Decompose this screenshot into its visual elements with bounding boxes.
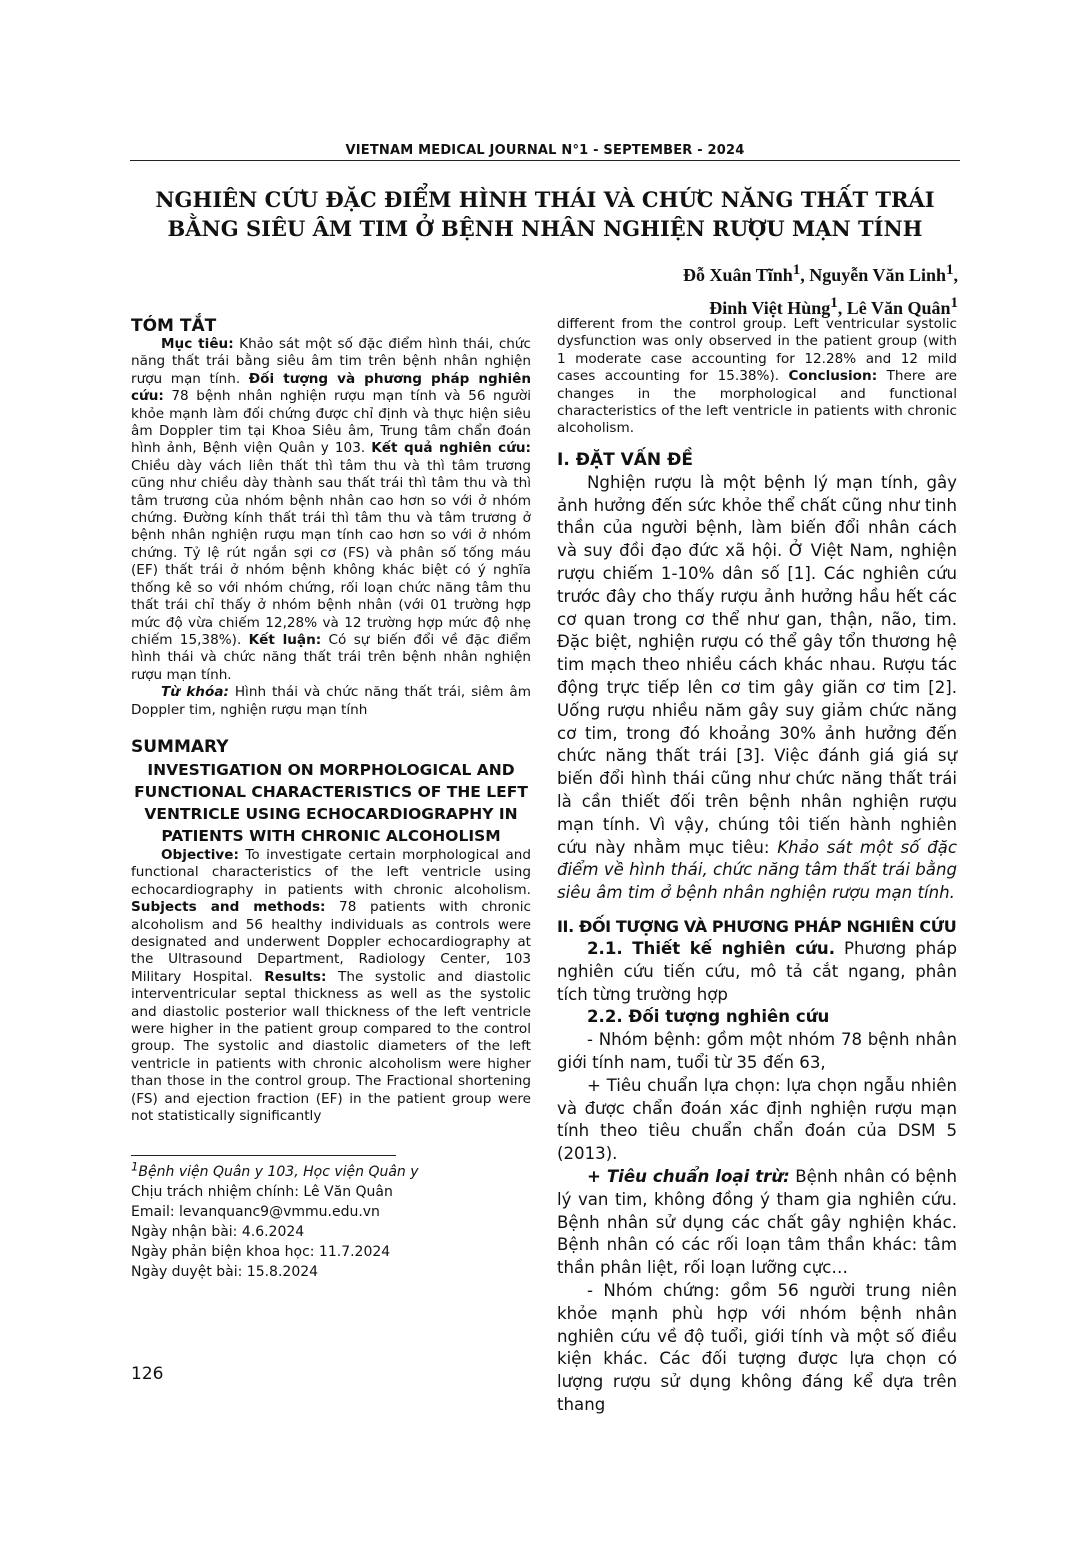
keywords-label: Từ khóa: [161, 684, 229, 701]
exclusion-text: Bệnh nhân có bệnh lý van tim, không đồng ý tham gia nghiên cứu. Bệnh nhân sử dụng các chất gây nghiện khác. Bệnh nhân có các rối loạn tâm thần khác: tâm thần phân liệt, rối loạn lưỡng cực… [557, 1166, 957, 1278]
summary-results-label: Results: [264, 968, 327, 985]
keywords-vi [131, 684, 531, 719]
summary-heading: SUMMARY [131, 736, 229, 757]
footnote-reviewed: Ngày phản biện khoa học: 11.7.2024 [131, 1244, 391, 1261]
footnote-responsible: Chịu trách nhiệm chính: Lê Văn Quân [131, 1184, 393, 1201]
affiliation-mark: 1 [946, 262, 954, 278]
keywords-text: Hình thái và chức năng thất trái, siêm âm Doppler tim, nghiện rượu mạn tính [131, 684, 532, 718]
author-line-2: Đinh Việt Hùng$^1$, Lê Văn Quân$^1$ [709, 295, 958, 318]
summary-objective-label: Objective: [161, 846, 239, 863]
footnote-email: Email: levanquanc9@vmmu.edu.vn [131, 1204, 380, 1221]
page-number: 126 [131, 1364, 164, 1384]
summary-body [131, 847, 531, 1126]
affiliation-text: Bệnh viện Quân y 103, Học viện Quân y [138, 1164, 419, 1181]
abstract-vi-heading: TÓM TẮT [131, 316, 217, 336]
inclusion-paragraph: + Tiêu chuẩn lựa chọn: lựa chọn ngẫu nhiên và được chẩn đoán xác định nghiện rượu mạn tính theo tiêu chuẩn chẩn đoán của DSM 5 (2013). [557, 1075, 957, 1164]
design-label: 2.1. Thiết kế nghiên cứu. [587, 938, 836, 958]
results-text: Chiều dày vách liên thất thì tâm thu và thì tâm trương cũng như chiều dày thành sau thất trái thì tâm thu và thì tâm trương của nhóm bệnh nhân cao hơn so với ở nhóm chứng. Đường kính thất trái thì tâm thu và tâm trương ở bệnh nhân nghiện rượu mạn tính cao hơn so với ở nhóm chứng. Tỷ lệ rút ngắn sợi cơ (FS) và phân số tống máu (EF) thất trái ở nhóm bệnh không khác biệt có ý nghĩa thống kê so với nhóm chứng, rối loạn chức năng tâm thu thất trái chỉ thấy ở nhóm bệnh nhân (với 01 trường hợp mức độ vừa chiếm 12,28% và 12 trường hợp mức độ nhẹ chiếm 15,38%). [131, 457, 531, 648]
intro-paragraph [557, 472, 957, 905]
left-column [131, 316, 531, 1282]
objective-text: Khảo sát một số đặc điểm hình thái, chức năng thất trái bằng siêu âm tim trên bệnh nhân nghiện rượu mạn tính. [131, 336, 531, 387]
right-column [557, 316, 957, 1417]
author-line-1: Đỗ Xuân Tĩnh$^1$, Nguyễn Văn Linh$^1$, [683, 262, 958, 285]
objective-label: Mục tiêu: [161, 336, 234, 352]
summary-objective-text: To investigate certain morphological and functional characteristics of the left ventricle using echocardiography in patients with chronic alcoholism. [131, 846, 531, 898]
summary-results-text: The systolic and diastolic interventricular septal thickness as well as the systolic and diastolic posterior wall thickness of the left ventricle were higher in the patient group compared to the control group. The systolic and diastolic diameters of the left ventricle in patients with chronic alcoholism were higher than those in the control group. The Fractional shortening (FS) and ejection fraction (EF) in the patient group were not statistically significantly [131, 968, 531, 1125]
footnote-accepted: Ngày duyệt bài: 15.8.2024 [131, 1264, 319, 1281]
summary-continued [557, 316, 957, 438]
affiliation-mark: 1 [792, 262, 801, 278]
author-list [683, 256, 958, 322]
design-text: Phương pháp nghiên cứu tiến cứu, mô tả cắt ngang, phân tích từng trường hợp [557, 938, 957, 1004]
subjects-label: 2.2. Đối tượng nghiên cứu [587, 1007, 830, 1027]
methods-heading: II. ĐỐI TƯỢNG VÀ PHƯƠNG PHÁP NGHIÊN CỨU [557, 916, 957, 936]
conclusion-text: Có sự biến đổi về đặc điểm hình thái và chức năng thất trái trên bệnh nhân nghiện rượu mạn tính. [131, 631, 531, 683]
article-title [130, 185, 960, 243]
summary-continued-text: different from the control group. Left ventricular systolic dysfunction was only observed in the patient group (with 1 moderate case accounting for 12.28% and 12 mild cases accounting for 15.38%). [557, 316, 957, 385]
exclusion-paragraph [557, 1166, 957, 1280]
design-paragraph [557, 938, 957, 1006]
conclusion-label: Kết luận: [248, 631, 322, 648]
journal-header: VIETNAM MEDICAL JOURNAL N°1 - SEPTEMBER - 2024 [345, 143, 745, 158]
author-name: Đỗ Xuân Tĩnh [683, 265, 793, 285]
results-label: Kết quả nghiên cứu: [371, 440, 531, 457]
summary-methods-text: 78 patients with chronic alcoholism and 56 healthy individuals as controls were designated and underwent Doppler echocardiography at the Ultrasound Department, Radiology Center, 103 Military Hospital. [131, 899, 531, 985]
intro-text: Nghiện rượu là một bệnh lý mạn tính, gây ảnh hưởng đến sức khỏe thể chất cũng như tinh thần của người bệnh, làm biến đổi nhân cách và suy đồi đạo đức xã hội. Ở Việt Nam, nghiện rượu chiếm 1-10% dân số [1]. Các nghiên cứu trước đây cho thấy rượu ảnh hưởng hầu hết các cơ quan trong cơ thể như gan, thận, não, tim. Đặc biệt, nghiện rượu có thể gây tổn thương hệ tim mạch theo nhiều cách khác nhau. Rượu tác động trực tiếp lên cơ tim gây giãn cơ tim [2]. Uống rượu nhiều năm gây suy giảm chức năng cơ tim, trong đó khoảng 30% ảnh hưởng đến chức năng thất trái [3]. Việc đánh giá giá sự biến đổi hình thái cũng như chức năng thất trái là cần thiết đối trên bệnh nhân nghiện rượu mạn tính. Vì vậy, chúng tôi tiến hành nghiên cứu này nhằm mục tiêu: [557, 472, 957, 857]
affiliation-mark: 1 [830, 295, 838, 311]
subjects-heading [557, 1006, 957, 1029]
methods-text: 78 bệnh nhân nghiện rượu mạn tính và 56 người khỏe mạnh làm đối chứng được chỉ định và thực hiện siêu âm Doppler tim tại Khoa Siêu âm, Trung tâm chẩn đoán hình ảnh, Bệnh viện Quân y 103. [131, 388, 531, 457]
controls-paragraph: - Nhóm chứng: gồm 56 người trung niên khỏe mạnh phù hợp với nhóm bệnh nhân nghiên cứu về độ tuổi, giới tính và một số điều kiện khác. Các đối tượng được lựa chọn có lượng rượu sử dụng không đáng kể dựa trên thang [557, 1280, 957, 1414]
footnote-received: Ngày nhận bài: 4.6.2024 [131, 1224, 305, 1241]
affiliation-mark: 1 [950, 295, 958, 311]
exclusion-label: + Tiêu chuẩn loại trừ: [587, 1166, 790, 1186]
footnote-affiliation [131, 1156, 531, 1182]
author-name: Lê Văn Quân [846, 298, 951, 318]
affiliation-mark: 1 [131, 1159, 139, 1174]
title-line-1: NGHIÊN CỨU ĐẶC ĐIỂM HÌNH THÁI VÀ CHỨC NĂNG THẤT TRÁI [155, 187, 935, 212]
abstract-vi-body [131, 336, 531, 684]
patients-paragraph: - Nhóm bệnh: gồm một nhóm 78 bệnh nhân giới tính nam, tuổi từ 35 đến 63, [557, 1030, 957, 1072]
title-line-2: BẰNG SIÊU ÂM TIM Ở BỆNH NHÂN NGHIỆN RƯỢU MẠN TÍNH [167, 216, 923, 241]
author-name: Nguyễn Văn Linh [809, 265, 946, 285]
header-rule [130, 160, 960, 161]
author-name: Đinh Việt Hùng [709, 298, 831, 318]
summary-conclusion-text: There are changes in the morphological and functional characteristics of the left ventricle in patients with chronic alcoholism. [557, 368, 957, 437]
methods-label: Đối tượng và phương pháp nghiên cứu: [131, 370, 531, 405]
summary-methods-label: Subjects and methods: [131, 899, 326, 916]
intro-heading: I. ĐẶT VẤN ĐỀ [557, 449, 693, 470]
intro-aim: Khảo sát một số đặc điểm về hình thái, chức năng tâm thất trái bằng siêu âm tim ở bệnh nhân nghiện rượu mạn tính. [557, 837, 957, 903]
summary-title: INVESTIGATION ON MORPHOLOGICAL AND FUNCTIONAL CHARACTERISTICS OF THE LEFT VENTRICLE USING ECHOCARDIOGRAPHY IN PATIENTS WITH CHRONIC ALCOHOLISM [134, 760, 528, 845]
summary-conclusion-label: Conclusion: [788, 368, 878, 385]
